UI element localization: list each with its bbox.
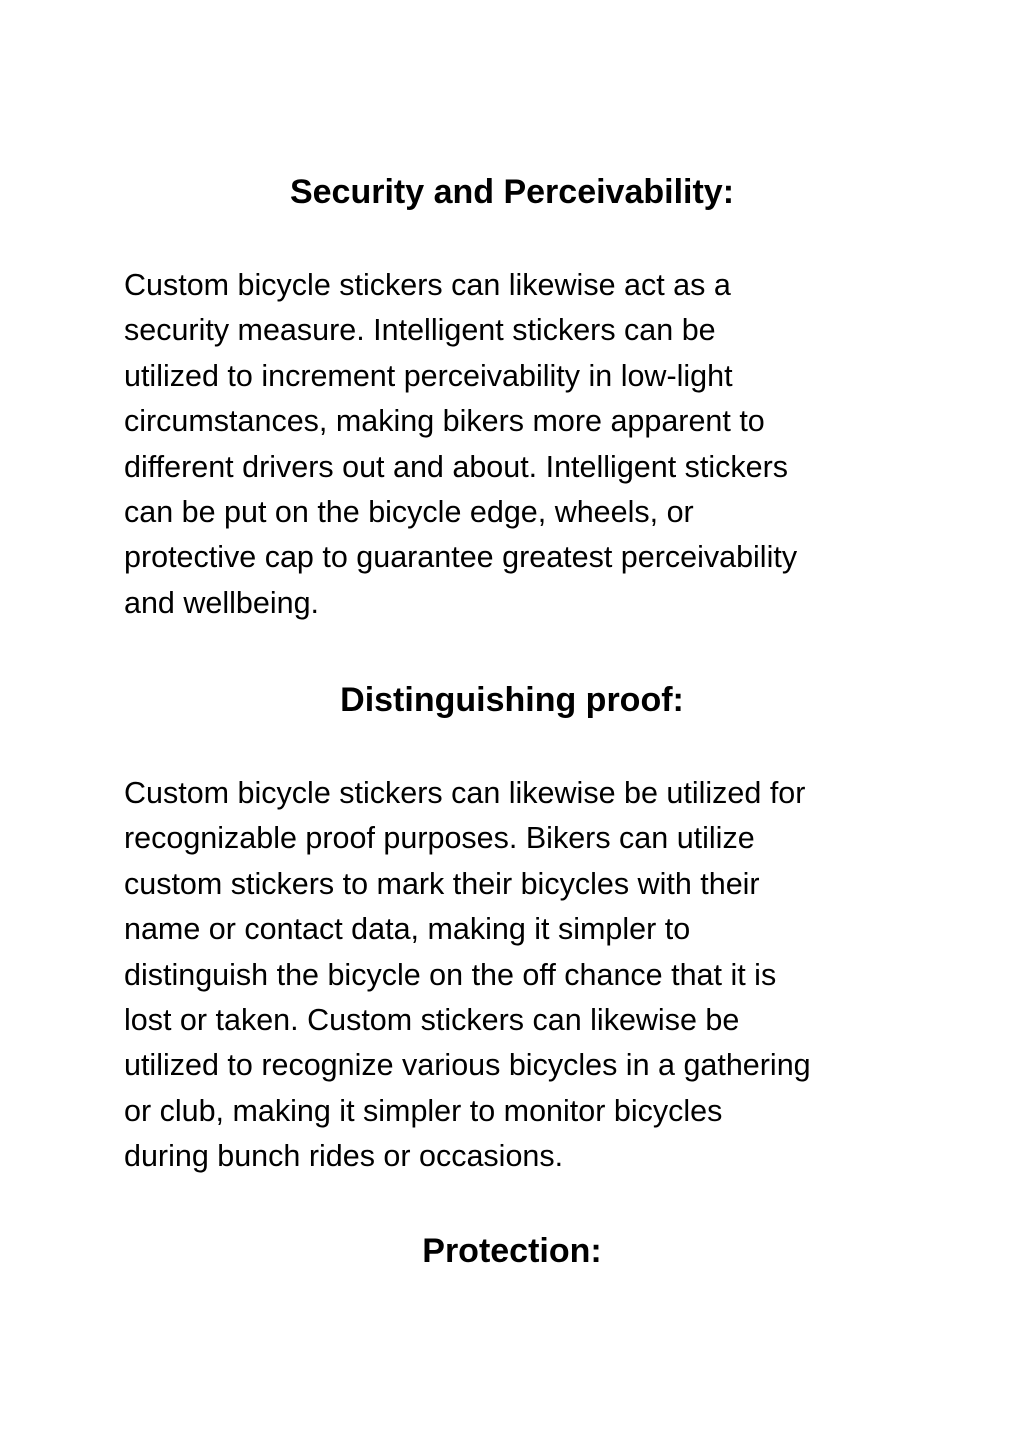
section-heading-protection: Protection: [422, 1232, 602, 1270]
paragraph-line: protective cap to guarantee greatest perceivability [124, 540, 798, 575]
section-heading-identification: Distinguishing proof: [340, 681, 684, 719]
paragraph-line: utilized to increment perceivability in low-light [124, 358, 733, 393]
paragraph-line: different drivers out and about. Intelligent stickers [124, 449, 789, 484]
paragraph-line: during bunch rides or occasions. [124, 1139, 564, 1174]
paragraph-line: lost or taken. Custom stickers can likewise be [124, 1002, 740, 1037]
paragraph-line: security measure. Intelligent stickers can be [124, 313, 716, 348]
paragraph-line: or club, making it simpler to monitor bicycles [124, 1093, 723, 1128]
section-heading-security: Security and Perceivability: [289, 173, 735, 211]
paragraph-line: name or contact data, making it simpler to [124, 912, 691, 947]
paragraph-line: can be put on the bicycle edge, wheels, or [124, 494, 694, 529]
paragraph-line: Custom bicycle stickers can likewise be utilized for [124, 776, 806, 810]
paragraph-line: Custom bicycle stickers can likewise act as a [124, 268, 731, 302]
paragraph-line: recognizable proof purposes. Bikers can utilize [124, 821, 755, 856]
paragraph-line: circumstances, making bikers more apparent to [124, 404, 765, 439]
section-paragraph-identification [124, 771, 914, 1180]
paragraph-line: utilized to recognize various bicycles in a gathering [124, 1048, 811, 1083]
paragraph-line: and wellbeing. [124, 585, 320, 620]
paragraph-line: distinguish the bicycle on the off chance that it is [124, 957, 777, 992]
paragraph-line: custom stickers to mark their bicycles with their [124, 866, 760, 901]
section-paragraph-security [124, 263, 914, 626]
